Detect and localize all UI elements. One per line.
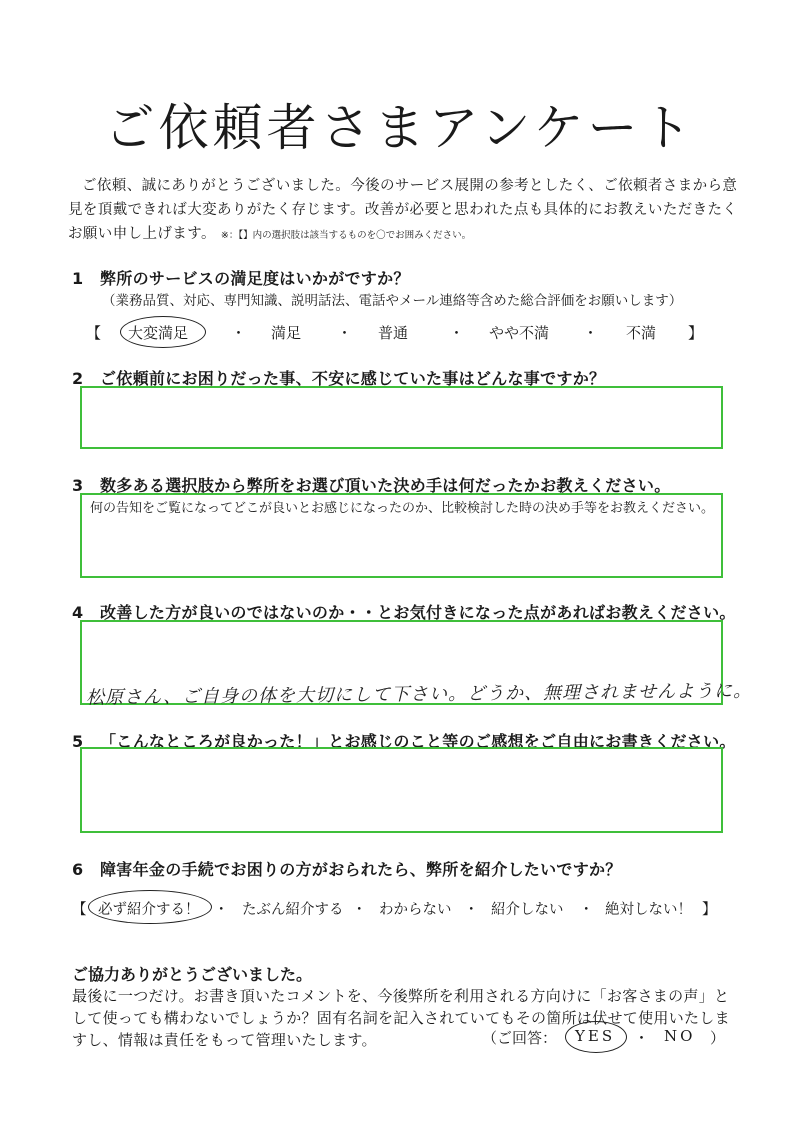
answer-box-3[interactable] bbox=[80, 493, 723, 578]
bracket-open: 【 bbox=[86, 324, 102, 342]
option-not-sure[interactable]: わからない bbox=[379, 902, 452, 918]
separator: ・ bbox=[231, 324, 247, 342]
separator: ・ bbox=[634, 1029, 650, 1047]
answer-hint: 何の告知をご覧になってどこが良いとお感じになったのか、比較検討した時の決め手等をお教えください。 bbox=[90, 501, 715, 516]
consent-no[interactable]: NO bbox=[664, 1027, 696, 1045]
intro-paragraph bbox=[68, 174, 748, 248]
answer-box-4[interactable] bbox=[80, 620, 753, 709]
consent-answer bbox=[482, 1027, 742, 1045]
option-not-refer[interactable]: 紹介しない bbox=[491, 902, 564, 918]
option-probably-refer[interactable]: たぶん紹介する bbox=[242, 902, 344, 918]
page-title: ご依頼者さまアンケート bbox=[104, 99, 696, 157]
question-text: 数多ある選択肢から弊所をお選び頂いた決め手は何だったかお教えください。 bbox=[100, 476, 671, 495]
bracket-close: 】 bbox=[702, 902, 717, 918]
question-number: 4 bbox=[72, 603, 84, 622]
separator: ・ bbox=[464, 902, 479, 918]
satisfaction-scale bbox=[86, 322, 706, 343]
answer-box-2[interactable] bbox=[80, 386, 723, 449]
question-number: 2 bbox=[72, 369, 84, 388]
question-1-sub: （業務品質、対応、専門知識、説明話法、電話やメール連絡等含めた総合評価をお願いします） bbox=[102, 293, 683, 309]
option-never-refer[interactable]: 絶対しない！ bbox=[605, 902, 692, 918]
question-text: 改善した方が良いのではないのか・・とお気付きになった点があればお教えください。 bbox=[100, 603, 736, 622]
answer-box-5[interactable] bbox=[80, 747, 723, 833]
intro-note: ※：【】内の選択肢は該当するものを〇でお囲みください。 bbox=[220, 230, 472, 241]
question-6 bbox=[72, 857, 622, 880]
question-text: 「こんなところが良かった！」とお感じのこと等のご感想をご自由にお書きください。 bbox=[100, 732, 736, 751]
separator: ・ bbox=[583, 324, 599, 342]
separator: ・ bbox=[579, 902, 594, 918]
option-definitely-refer[interactable]: 必ず紹介する！ bbox=[98, 898, 200, 919]
option-neutral[interactable]: 普通 bbox=[378, 324, 409, 342]
handwritten-answer: 松原さん、ご自身の体を大切にして下さい。どうか、無理されませんように。 bbox=[85, 680, 753, 709]
option-dissatisfied[interactable]: 不満 bbox=[626, 324, 657, 342]
question-text: 弊所のサービスの満足度はいかがですか？ bbox=[100, 269, 410, 288]
closing-paragraph: 最後に一つだけ。お書き頂いたコメントを、今後弊所を利用される方向けに「お客さまの声」として使っても構わないでしょうか？固有名詞を記入されていてもその箇所は伏せて使用いたしますし、情報は責任をもって管理いたします。 bbox=[72, 987, 730, 1049]
consent-yes[interactable]: YES bbox=[575, 1027, 615, 1045]
question-number: 1 bbox=[72, 269, 84, 288]
option-somewhat-dissatisfied[interactable]: やや不満 bbox=[489, 324, 550, 342]
bracket-close: 】 bbox=[688, 324, 704, 342]
question-number: 5 bbox=[72, 732, 84, 751]
referral-scale bbox=[72, 898, 722, 919]
separator: ・ bbox=[449, 324, 465, 342]
separator: ・ bbox=[337, 324, 353, 342]
option-very-satisfied[interactable]: 大変満足 bbox=[128, 322, 188, 343]
question-1 bbox=[72, 266, 410, 289]
question-text: ご依頼前にお困りだった事、不安に感じていた事はどんな事ですか？ bbox=[100, 369, 606, 388]
close-paren: ） bbox=[710, 1029, 726, 1047]
closing-heading: ご協力ありがとうございました。 bbox=[72, 965, 313, 984]
question-text: 障害年金の手続でお困りの方がおられたら、弊所を紹介したいですか？ bbox=[100, 860, 622, 879]
question-number: 6 bbox=[72, 860, 84, 879]
separator: ・ bbox=[352, 902, 367, 918]
question-number: 3 bbox=[72, 476, 84, 495]
bracket-open: 【 bbox=[72, 902, 87, 918]
separator: ・ bbox=[214, 902, 229, 918]
answer-label: （ご回答： bbox=[482, 1029, 558, 1047]
option-satisfied[interactable]: 満足 bbox=[271, 324, 302, 342]
intro-text: ご依頼、誠にありがとうございました。今後のサービス展開の参考としたく、ご依頼者さまから意見を頂戴できれば大変ありがたく存じます。改善が必要と思われた点も具体的にお教えいただきたくお願い申し上げます。 bbox=[68, 178, 738, 242]
